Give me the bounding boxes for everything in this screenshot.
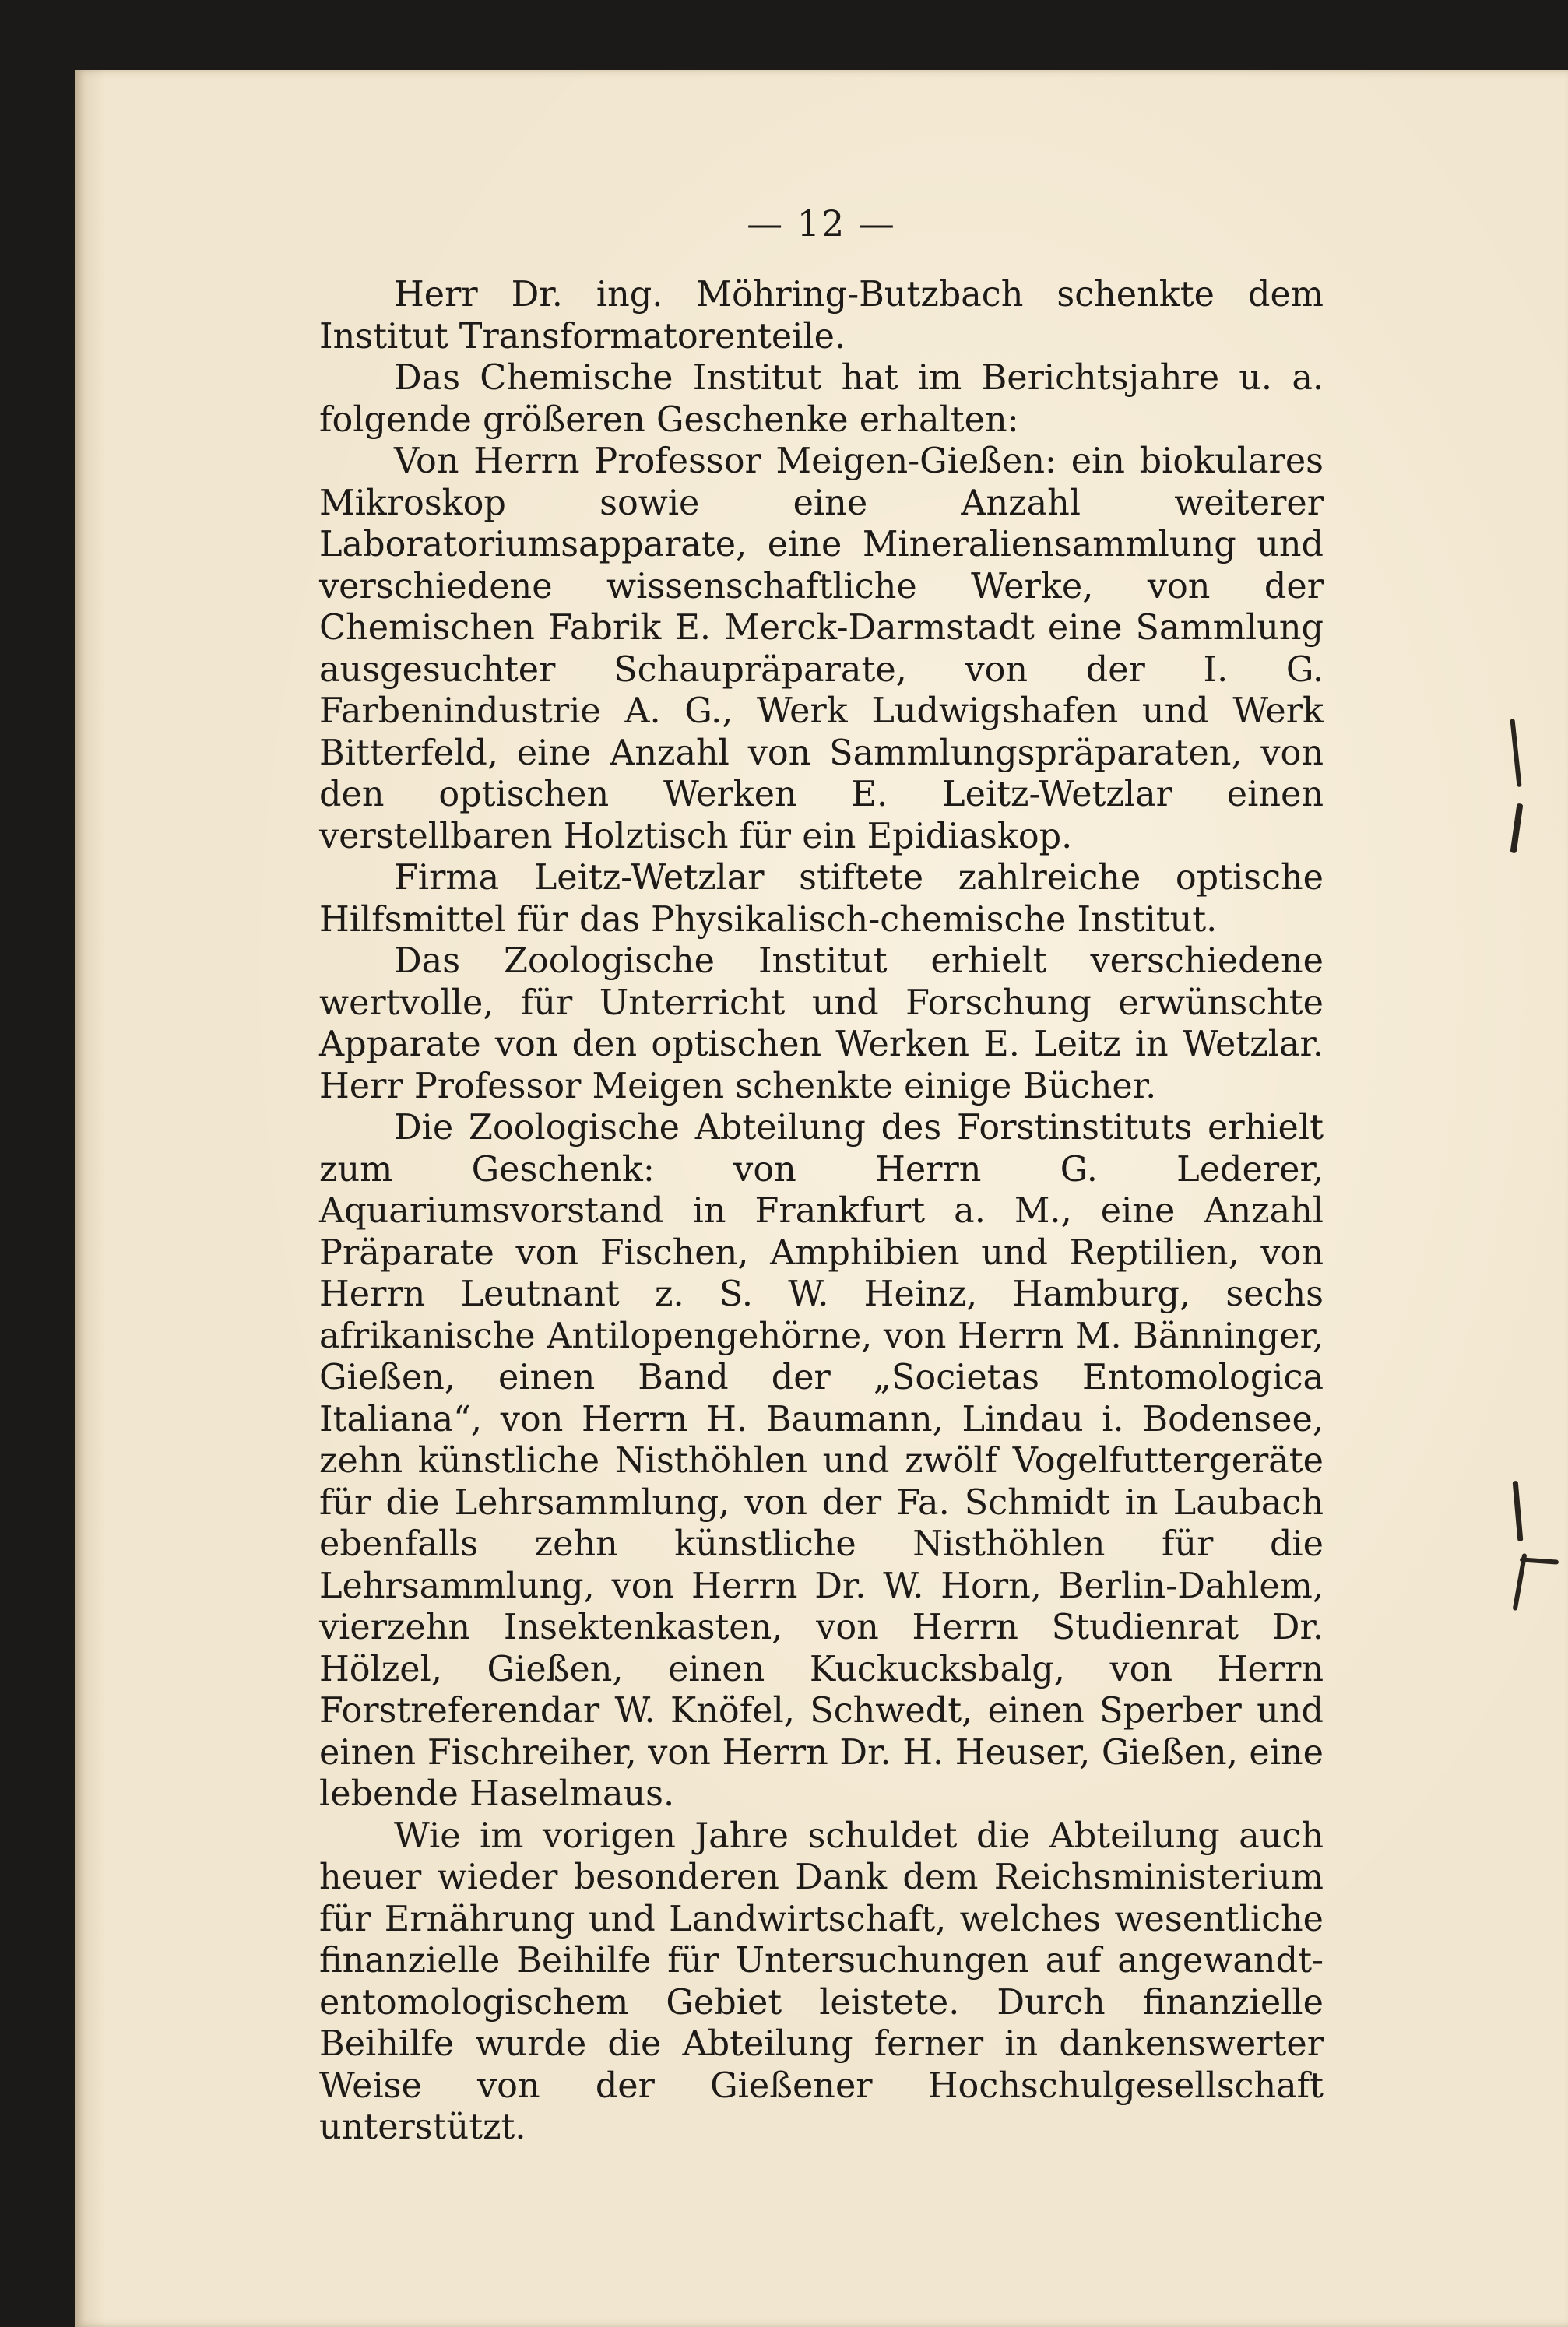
margin-annotation-mark	[1510, 803, 1524, 853]
margin-annotation-mark	[1520, 1557, 1559, 1564]
body-text	[319, 274, 1324, 2149]
paragraph-2: Das Chemische Institut hat im Berichtsjahre u. a. folgende größeren Geschenke erhalten:	[319, 358, 1324, 440]
document-page	[75, 70, 1568, 2327]
paragraph-1: Herr Dr. ing. Möhring-Butzbach schenkte dem Institut Transformatorenteile.	[319, 275, 1324, 357]
page-number: — 12 —	[747, 202, 896, 244]
paragraph-6: Die Zoologische Abteilung des Forstinstituts erhielt zum Geschenk: von Herrn G. Lederer, Aquariumsvorstand in Frankfurt a. M., eine Anzahl Präparate von Fischen, Amphibien und Reptilien, von Herrn Leutnant z. S. W. Heinz, Hamburg, sechs afrikanische Antilopengehörne, von Herrn M. Bänninger, Gießen, einen Band der „Societas Entomologica Italiana“, von Herrn H. Baumann, Lindau i. Bodensee, zehn künstliche Nisthöhlen und zwölf Vogelfuttergeräte für die Lehrsammlung, von der Fa. Schmidt in Laubach ebenfalls zehn künstliche Nisthöhlen für die Lehrsammlung, von Herrn Dr. W. Horn, Berlin-Dahlem, vierzehn Insektenkasten, von Herrn Studienrat Dr. Hölzel, Gießen, einen Kuckucksbalg, von Herrn Forstreferendar W. Knöfel, Schwedt, einen Sperber und einen Fischreiher, von Herrn Dr. H. Heuser, Gießen, eine lebende Haselmaus.	[319, 1108, 1324, 1814]
margin-annotation-mark	[1510, 719, 1521, 787]
paragraph-4: Firma Leitz-Wetzlar stiftete zahlreiche optische Hilfsmittel für das Physikalisch-chemische Institut.	[319, 858, 1324, 940]
paragraph-3: Von Herrn Professor Meigen-Gießen: ein biokulares Mikroskop sowie eine Anzahl weiterer Laboratoriumsapparate, eine Mineraliensammlung und verschiedene wissenschaftliche Werke, von der Chemischen Fabrik E. Merck-Darmstadt eine Sammlung ausgesuchter Schaupräparate, von der I. G. Farbenindustrie A. G., Werk Ludwigshafen und Werk Bitterfeld, eine Anzahl von Sammlungspräparaten, von den optischen Werken E. Leitz-Wetzlar einen verstellbaren Holztisch für ein Epidiaskop.	[319, 441, 1324, 856]
paragraph-7: Wie im vorigen Jahre schuldet die Abteilung auch heuer wieder besonderen Dank dem Reichsministerium für Ernährung und Landwirtschaft, welches wesentliche finanzielle Beihilfe für Untersuchungen auf angewandt-entomologischem Gebiet leistete. Durch finanzielle Beihilfe wurde die Abteilung ferner in dankenswerter Weise von der Gießener Hochschulgesellschaft unterstützt.	[319, 1816, 1324, 2147]
margin-annotation-mark	[1513, 1481, 1524, 1541]
paragraph-5: Das Zoologische Institut erhielt verschiedene wertvolle, für Unterricht und Forschung erwünschte Apparate von den optischen Werken E. Leitz in Wetzlar. Herr Professor Meigen schenkte einige Bücher.	[319, 941, 1324, 1106]
